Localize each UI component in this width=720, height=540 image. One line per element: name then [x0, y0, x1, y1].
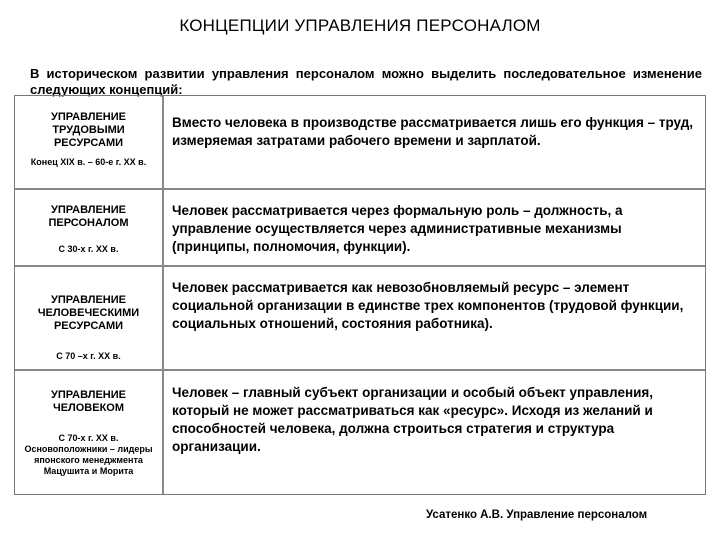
footer-author: Усатенко А.В. Управление персоналом — [426, 509, 648, 521]
concept-name-cell — [15, 190, 164, 265]
table-row — [15, 96, 705, 190]
table-row — [15, 190, 705, 267]
intro-text: В историческом развитии управления персоналом можно выделить последовательное изменение следующих концепций: — [30, 66, 702, 97]
concept-description: Человек рассматривается как невозобновляемый ресурс – элемент социальной организации в единстве трех компонентов (трудовой функции, социальных отношений, состояния работника). — [172, 280, 684, 331]
concept-period: С 70 –х г. XX в. — [56, 351, 121, 361]
concept-period: С 30-х г. XX в. — [58, 244, 119, 254]
concept-description: Человек рассматривается через формальную роль – должность, а управление осуществляется через административные механизмы (принципы, полномочия, функции). — [172, 203, 623, 254]
concept-period: С 70-х г. XX в. Основоположники – лидеры японского менеджмента Мацушита и Морита — [24, 433, 153, 476]
concept-name-cell — [15, 96, 164, 188]
concepts-table — [14, 95, 706, 495]
concept-description: Человек – главный субъект организации и особый объект управления, который не может рассматриваться как «ресурс». Исходя из желаний и способностей человека, должна строиться стратегия и структура организации. — [172, 385, 654, 454]
slide-title: КОНЦЕПЦИИ УПРАВЛЕНИЯ ПЕРСОНАЛОМ — [179, 16, 541, 35]
concept-name-cell — [15, 371, 164, 494]
concept-name: УПРАВЛЕНИЕ ЧЕЛОВЕЧЕСКИМИ РЕСУРСАМИ — [37, 294, 140, 332]
concept-name: УПРАВЛЕНИЕ ЧЕЛОВЕКОМ — [51, 389, 126, 414]
concept-name: УПРАВЛЕНИЕ ПЕРСОНАЛОМ — [48, 204, 129, 229]
concept-description: Вместо человека в производстве рассматривается лишь его функция – труд, измеряемая затратами рабочего времени и зарплатой. — [172, 115, 694, 148]
concept-name: УПРАВЛЕНИЕ ТРУДОВЫМИ РЕСУРСАМИ — [51, 111, 126, 149]
table-row — [15, 267, 705, 371]
concept-period: Конец XIX в. – 60-е г. XX в. — [30, 157, 147, 167]
table-row — [15, 371, 705, 494]
concept-name-cell — [15, 267, 164, 369]
